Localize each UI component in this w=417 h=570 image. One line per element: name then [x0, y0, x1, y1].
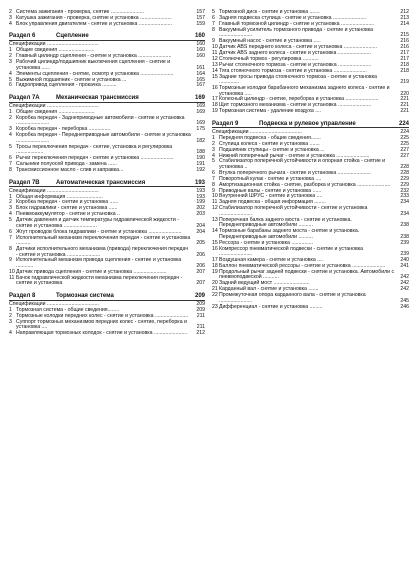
entry-title: Задний ведущий мост ......................... [219, 280, 310, 287]
section-title: Сцепление [56, 33, 89, 40]
entry-page-number: 232 [400, 187, 409, 194]
entry-title: Карданный вал - снятие и установка ....... [219, 286, 319, 293]
entry-number: 14 [212, 67, 218, 74]
entry-title: Тормозная система - общие сведения........ [16, 307, 120, 314]
entry-page-number: 157 [196, 14, 205, 21]
entry-title: Блок гидравлики - снятие и установка ...... [16, 205, 118, 212]
entry-number: 6 [212, 169, 215, 176]
entry-page-number: 242 [400, 274, 409, 281]
entry-number: 17 [212, 96, 218, 103]
entry-number: 17 [212, 257, 218, 264]
entry-title: Внутренний ШРУС - снятие и установка .... [219, 193, 323, 200]
entry-number: 5 [9, 76, 12, 83]
entry-title: Тормозной диск - снятие и установка ....... [219, 9, 320, 15]
entry-number: 1 [9, 108, 12, 115]
entry-number: 5 [212, 9, 215, 15]
entry-number: 1 [9, 307, 12, 314]
entry-number: 7 [9, 234, 12, 241]
entry-title: Рычаг стояночного тормоза - снятие и установка ....................... [219, 61, 372, 68]
entry-title: Элементы сцепления - снятие, осмотр и установка ....................... [16, 70, 174, 77]
section-label: Раздел 7А [9, 95, 40, 101]
entry-number: 10 [212, 44, 218, 51]
entry-title: Поворотный кулак - снятие и установка .... [219, 175, 322, 182]
entry-title: Продольный рычаг задней подвески - снятие и установка. Автомобили с пневмоподвеской ........... [219, 268, 395, 281]
entry-page-number: 225 [400, 140, 409, 147]
entry-page-number: 161 [196, 64, 205, 71]
entry-title: Стабилизатор поперечной устойчивости - снятие и установка ....................... [219, 205, 368, 217]
section-page-number: 169 [194, 95, 205, 101]
entry-title: Подшипник ступицы - снятие и установка ... [219, 146, 325, 153]
entry-title: Тормозные колодки барабанного механизма заднего колеса - снятие и установка ..... [219, 84, 390, 97]
entry-title: Общие сведения ......................... [16, 108, 95, 115]
entry-page-number: 216 [400, 44, 409, 51]
entry-page-number: 234 [400, 199, 409, 206]
entry-title: Спецификации .................................... [9, 187, 99, 194]
entry-number: 11 [212, 49, 218, 56]
entry-number: 11 [212, 199, 218, 206]
toc-entry[interactable] [9, 331, 205, 337]
entry-number: 15 [212, 73, 218, 80]
entry-page-number: 190 [196, 155, 205, 162]
entry-number: 15 [212, 239, 218, 246]
section-heading [9, 180, 205, 188]
entry-title: Коробка передач - Заднеприводные автомобили - снятие и установка ....................... [16, 114, 185, 127]
entry-number: 22 [212, 292, 218, 299]
entry-number: 7 [212, 175, 215, 182]
entry-page-number: 157 [196, 9, 205, 15]
entry-page-number: 234 [400, 210, 409, 217]
toc-column-right [212, 10, 409, 310]
entry-title: Спецификации .................................... [212, 128, 302, 135]
entry-title: Датчик привода сцепления - снятие и установка ....................... [16, 268, 167, 275]
entry-page-number: 213 [400, 14, 409, 21]
entry-page-number: 188 [196, 149, 205, 156]
entry-number: 6 [9, 228, 12, 235]
entry-page-number: 238 [400, 222, 409, 229]
entry-page-number: 211 [196, 324, 205, 331]
entry-number: 1 [9, 47, 12, 54]
entry-title: Рабочий цилиндр/подшипник выключения сцепления - снятие и установка ...... [16, 59, 171, 71]
entry-number: 9 [9, 257, 12, 264]
section-page-number: 224 [398, 120, 409, 127]
entry-page-number: 204 [196, 222, 205, 229]
entry-number: 2 [9, 114, 12, 121]
entry-number: 3 [9, 59, 12, 66]
entry-page-number: 218 [400, 67, 409, 74]
entry-title: Вакуумный насос - снятие и установка ..... [219, 38, 321, 45]
entry-page-number: 225 [400, 134, 409, 141]
entry-page-number: 212 [400, 9, 409, 15]
entry-title: Приводные валы - снятие и установка ...... [219, 187, 322, 194]
entry-number: 4 [9, 211, 12, 218]
entry-page-number: 219 [400, 79, 409, 86]
entry-title: Коробка передач - переборка ............... [16, 126, 111, 133]
entry-title: Промежуточная опора карданного вала - снятие и установка ....................... [219, 292, 366, 304]
entry-number: 13 [212, 216, 218, 223]
entry-title: Коробка передач - Переднеприводные автомобили - снятие и установка ....................... [16, 132, 191, 144]
entry-page-number: 167 [196, 82, 205, 89]
entry-number: 4 [9, 20, 12, 27]
entry-title: Катушка зажигания - проверка, снятие и установка ...................... [16, 14, 172, 21]
entry-title: Жгут проводов блока гидравлики - снятие и установка ....................... [16, 228, 182, 235]
entry-title: Датчик ABS переднего колеса - снятие и установка ....................... [219, 44, 378, 51]
entry-title: Баллон пневматической рессоры - снятие и установка ....................... [219, 262, 386, 269]
entry-page-number: 211 [196, 312, 205, 319]
section-label: Раздел 8 [9, 293, 36, 300]
entry-number: 8 [9, 246, 12, 252]
entry-number: 9 [212, 187, 215, 194]
entry-page-number: 193 [196, 193, 205, 200]
entry-title: Главный цилиндр сцепления - снятие и установка ....................... [16, 53, 172, 60]
entry-title: Выжимной подшипник - снятие и установка ... [16, 76, 127, 83]
entry-title: Амортизационная стойка - снятие, разборка и установка ....................... [219, 181, 391, 188]
entry-page-number: 233 [400, 193, 409, 200]
entry-page-number: 238 [400, 233, 409, 240]
entry-number: 1 [212, 134, 215, 141]
entry-number: 5 [9, 143, 12, 150]
entry-title: Дифференциал - снятие и установка ......... [219, 303, 323, 310]
entry-number: 5 [9, 217, 12, 224]
entry-number: 6 [9, 82, 12, 89]
section-title: Механическая трансмиссия [56, 95, 139, 101]
entry-page-number: 228 [400, 169, 409, 176]
entry-page-number: 215 [400, 32, 409, 39]
entry-number: 2 [212, 140, 215, 147]
entry-page-number: 240 [400, 257, 409, 264]
entry-page-number: 206 [196, 263, 205, 270]
entry-number: 16 [212, 245, 218, 252]
entry-title: Тормозные барабаны заднего моста - снятие и установка. Переднеприводные автомобили .......... [219, 228, 360, 240]
entry-number: 13 [212, 61, 218, 68]
entry-number: 21 [212, 286, 218, 293]
entry-title: Задние тросы привода стояночного тормоза - снятие и установка .............. [219, 73, 377, 86]
entry-page-number: 229 [400, 181, 409, 188]
entry-title: Втулка поперечного рычага - снятие и установка ....................... [219, 169, 371, 176]
toc-entry[interactable] [212, 109, 409, 115]
section-page-number: 160 [194, 33, 205, 40]
entry-page-number: 182 [196, 137, 205, 144]
entry-page-number: 246 [400, 303, 409, 310]
entry-title: Общие сведения ......................... [16, 47, 95, 54]
entry-page-number: 160 [196, 41, 205, 48]
entry-page-number: 227 [400, 146, 409, 153]
entry-number: 2 [9, 9, 12, 15]
toc-entry[interactable] [9, 168, 205, 174]
section-heading [9, 33, 205, 41]
entry-page-number: 242 [400, 280, 409, 287]
entry-number: 3 [9, 14, 12, 21]
section-title: Автоматическая трансмиссия [56, 179, 146, 186]
entry-number: 20 [212, 280, 218, 287]
entry-number: 11 [9, 274, 15, 281]
entry-page-number: 207 [196, 280, 205, 287]
section-heading [212, 121, 409, 129]
entry-number: 3 [9, 205, 12, 212]
entry-page-number: 245 [400, 297, 409, 304]
entry-number: 10 [212, 193, 218, 200]
entry-page-number: 209 [196, 301, 205, 308]
entry-page-number: 221 [400, 108, 409, 115]
entry-page-number: 239 [400, 251, 409, 258]
entry-title: Тросы переключения передач - снятие, установка и регулировка ................... [16, 143, 173, 156]
entry-number: 14 [212, 228, 218, 235]
entry-title: Спецификации .................................... [9, 41, 99, 48]
entry-page-number: 164 [196, 70, 205, 77]
entry-number: 4 [212, 152, 215, 159]
entry-title: Стояночный тормоз - регулировка ........... [219, 55, 319, 62]
entry-title: Стабилизатор поперечной устойчивости и опорная стойка - снятие и установка .. [219, 158, 386, 170]
entry-number: 2 [9, 312, 12, 319]
entry-title: Сальники полуосей привода - замена ...... [16, 161, 117, 168]
entry-page-number: 205 [196, 240, 205, 247]
entry-page-number: 217 [400, 49, 409, 56]
entry-title: Гидропривод сцепления - прокачка .......... [16, 82, 117, 89]
entry-page-number: 192 [196, 167, 205, 173]
section-heading [9, 95, 205, 103]
entry-page-number: 165 [196, 76, 205, 83]
entry-page-number: 191 [196, 161, 205, 168]
entry-title: Исполнительный механизм привода сцепления - снятие и установка ............ [16, 257, 182, 270]
section-label: Раздел 6 [9, 33, 36, 40]
entry-title: Щит тормозного механизма - снятие и установка ....................... [219, 102, 372, 109]
entry-page-number: 207 [196, 268, 205, 275]
entry-title: Суппорт тормозных механизмов передних колес - снятие, переборка и установка .... [16, 318, 187, 331]
entry-page-number: 199 [196, 199, 205, 206]
entry-page-number: 203 [196, 211, 205, 218]
entry-number: 3 [212, 146, 215, 153]
section-page-number: 209 [194, 293, 205, 300]
entry-title: Пневмоаккумулятор - снятие и установка .. [16, 211, 120, 218]
entry-title: Поперечная балка заднего моста - снятие и установка. Переднеприводные автомобили .......... [219, 216, 352, 229]
entry-number: 16 [212, 84, 218, 91]
entry-page-number: 224 [400, 128, 409, 135]
section-label: Раздел 7В [9, 179, 40, 186]
entry-page-number: 239 [400, 239, 409, 246]
entry-title: Блок управления двигателем - снятие и установка ....................... [16, 20, 173, 27]
entry-page-number: 209 [196, 307, 205, 314]
entry-title: Передняя подвеска - общие сведения....... [219, 134, 321, 141]
entry-title: Рычаг переключения передач - снятие и установка ....................... [16, 155, 174, 162]
entry-title: Главный тормозной цилиндр - снятие и установка ....................... [219, 20, 375, 27]
section-page-number: 193 [194, 179, 205, 186]
entry-page-number: 169 [196, 108, 205, 115]
entry-number: 19 [212, 268, 218, 275]
section-title: Подвеска и рулевое управление [259, 120, 356, 127]
entry-number: 3 [9, 318, 12, 325]
toc-column-left [9, 10, 205, 337]
entry-title: Тормозные колодки передних колес - снятие и установка ....................... [16, 312, 189, 319]
entry-page-number: 229 [400, 175, 409, 182]
entry-number: 18 [212, 102, 218, 109]
entry-number: 8 [212, 26, 215, 33]
entry-title: Задняя подвеска ступица - снятие и установка ....................... [219, 14, 367, 21]
entry-number: 10 [9, 268, 15, 275]
entry-title: Колесный цилиндр - снятие, переборка и установка ....................... [219, 96, 379, 103]
entry-title: Компрессор пневматической подвески - снятие и установка ....................... [219, 245, 363, 258]
entry-number: 1 [9, 193, 12, 200]
entry-title: Направляющая тормозных колодок - снятие и установка ....................... [16, 330, 188, 337]
entry-number: 4 [9, 70, 12, 77]
entry-page-number: 228 [400, 163, 409, 170]
entry-number: 8 [212, 181, 215, 188]
section-heading [9, 293, 205, 301]
entry-page-number: 160 [196, 47, 205, 54]
entry-page-number: 242 [400, 286, 409, 293]
entry-page-number: 193 [196, 187, 205, 194]
entry-page-number: 169 [196, 103, 205, 110]
toc-entry[interactable] [212, 305, 409, 311]
entry-page-number: 169 [196, 120, 205, 127]
entry-page-number: 216 [400, 38, 409, 45]
entry-number: 23 [212, 303, 218, 310]
toc-entry[interactable] [9, 83, 205, 89]
entry-number: 12 [212, 205, 218, 212]
entry-number: 6 [9, 155, 12, 162]
entry-number: 12 [212, 55, 218, 62]
entry-page-number: 218 [400, 61, 409, 68]
entry-number: 2 [9, 199, 12, 206]
entry-page-number: 221 [400, 102, 409, 109]
entry-title: Тормозная система - удаление воздуха .... [219, 108, 322, 115]
entry-number: 6 [212, 14, 215, 21]
entry-title: Ступица колеса - снятие и установка ....... [219, 140, 320, 147]
entry-page-number: 204 [196, 228, 205, 235]
entry-title: Рессора - снятие и установка ............... [219, 239, 314, 246]
toc-entry[interactable] [9, 22, 205, 28]
entry-title: Бачок гидравлической жидкости механизма переключения передач - снятие и установка [16, 274, 183, 287]
entry-page-number: 217 [400, 55, 409, 62]
entry-title: Спецификации .................................... [9, 103, 99, 110]
toc-entry[interactable] [9, 276, 205, 287]
entry-number: 7 [9, 161, 12, 168]
entry-title: Датчик ABS заднего колеса - снятие и установка ....................... [219, 49, 371, 56]
entry-number: 2 [9, 53, 12, 60]
section-title: Тормозная система [56, 293, 114, 300]
entry-title: Система зажигания - проверка, снятие ....................... [16, 9, 145, 15]
entry-title: Коробка передач - снятие и установка ...... [16, 199, 119, 206]
entry-page-number: 214 [400, 20, 409, 27]
entry-title: Трансмиссионное масло - слив и заправка... [16, 167, 124, 173]
entry-title: Общая информация ......................... [16, 193, 103, 200]
entry-title: Исполнительный механизм переключения передач - снятие и установка .......... [16, 234, 191, 247]
entry-page-number: 202 [196, 205, 205, 212]
entry-page-number: 227 [400, 152, 409, 159]
entry-page-number: 241 [400, 262, 409, 269]
entry-page-number: 220 [400, 90, 409, 97]
entry-number: 8 [9, 167, 12, 173]
entry-title: Датчики исполнительного механизма (привода) переключения передач - снятие и установка ....................... [16, 246, 189, 258]
entry-page-number: 159 [196, 20, 205, 27]
entry-title: Воздушная камера - снятие и установка .... [219, 257, 323, 264]
entry-number: 5 [212, 158, 215, 165]
entry-number: 4 [9, 132, 12, 139]
section-label: Раздел 9 [212, 120, 239, 127]
entry-page-number: 175 [196, 126, 205, 133]
entry-page-number: 212 [196, 330, 205, 337]
entry-page-number: 160 [196, 53, 205, 60]
entry-number: 9 [212, 38, 215, 45]
entry-page-number: 206 [196, 251, 205, 258]
entry-title: Нижний поперечный рычаг - снятие и установка ....................... [219, 152, 370, 159]
entry-number: 7 [212, 20, 215, 27]
entry-number: 4 [9, 330, 12, 337]
entry-title: Спецификации .................................... [9, 301, 99, 308]
entry-page-number: 221 [400, 96, 409, 103]
entry-number: 3 [9, 126, 12, 133]
entry-number: 19 [212, 108, 218, 115]
entry-number: 18 [212, 262, 218, 269]
entry-title: Датчик давления и датчик температуры гидравлической жидкости - снятие и установка ....................... [16, 217, 179, 229]
entry-title: Тяга стояночного тормоза - снятие и установка ....................... [219, 67, 367, 74]
entry-title: Задняя подвеска - общая информация ........ [219, 199, 326, 206]
entry-title: Вакуумный усилитель тормозного привода - снятие и установка ....................... [219, 26, 374, 39]
